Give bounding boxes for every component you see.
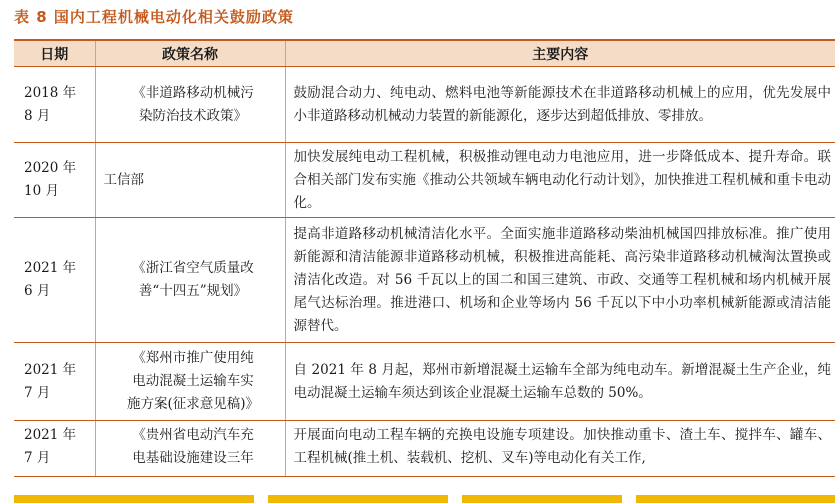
table-caption: 表 8 国内工程机械电动化相关鼓励政策: [14, 8, 294, 26]
header-policy-name: 政策名称: [95, 40, 285, 67]
table-row: [14, 421, 835, 477]
policy-table: [14, 39, 835, 477]
row-date: 2018 年 8 月: [14, 67, 95, 143]
row-content: 自 2021 年 8 月起，郑州市新增混凝土运输车全部为纯电动车。新增混凝土生产企业，纯电动混凝土运输车须达到该企业混凝土运输车总数的 50%。: [285, 343, 835, 421]
row-content: 鼓励混合动力、纯电动、燃料电池等新能源技术在非道路移动机械上的应用，优先发展中小非道路移动机械动力装置的新能源化，逐步达到超低排放、零排放。: [285, 67, 835, 143]
table-row: [14, 143, 835, 218]
table-row: [14, 67, 835, 143]
row-policy-name: 《郑州市推广使用纯 电动混凝土运输车实 施方案(征求意见稿)》: [95, 343, 285, 421]
header-main-content: 主要内容: [285, 40, 835, 67]
header-date: 日期: [14, 40, 95, 67]
row-content: 开展面向电动工程车辆的充换电设施专项建设。加快推动重卡、渣土车、搅拌车、罐车、工程机械(推土机、装载机、挖机、叉车)等电动化有关工作,: [285, 421, 835, 477]
row-date: 2020 年 10 月: [14, 143, 95, 218]
row-date: 2021 年 7 月: [14, 343, 95, 421]
row-content: 提高非道路移动机械清洁化水平。全面实施非道路移动柴油机械国四排放标准。推广使用新能源和清洁能源非道路移动机械，积极推进高能耗、高污染非道路移动机械淘汰置换或清洁化改造。对 56 千瓦以上的国二和国三建筑、市政、交通等工程机械和场内机械开展尾气达标治理。推进港口、机场和企业等场内 56 千瓦以下中小功率机械新能源或清洁能源替代。: [285, 218, 835, 343]
row-date: 2021 年 6 月: [14, 218, 95, 343]
row-date: 2021 年 7 月: [14, 421, 95, 477]
row-policy-name: 工信部: [95, 143, 285, 218]
table-header-row: [14, 40, 835, 67]
table-row: [14, 218, 835, 343]
row-policy-name: 《浙江省空气质量改 善“十四五”规划》: [95, 218, 285, 343]
table-row: [14, 343, 835, 421]
row-policy-name: 《非道路移动机械污 染防治技术政策》: [95, 67, 285, 143]
row-content: 加快发展纯电动工程机械，积极推动锂电动力电池应用，进一步降低成本、提升寿命。联合相关部门发布实施《推动公共领域车辆电动化行动计划》，加快推进工程机械和重卡电动化。: [285, 143, 835, 218]
page-footer-band: [14, 495, 835, 503]
row-policy-name: 《贵州省电动汽车充 电基础设施建设三年: [95, 421, 285, 477]
